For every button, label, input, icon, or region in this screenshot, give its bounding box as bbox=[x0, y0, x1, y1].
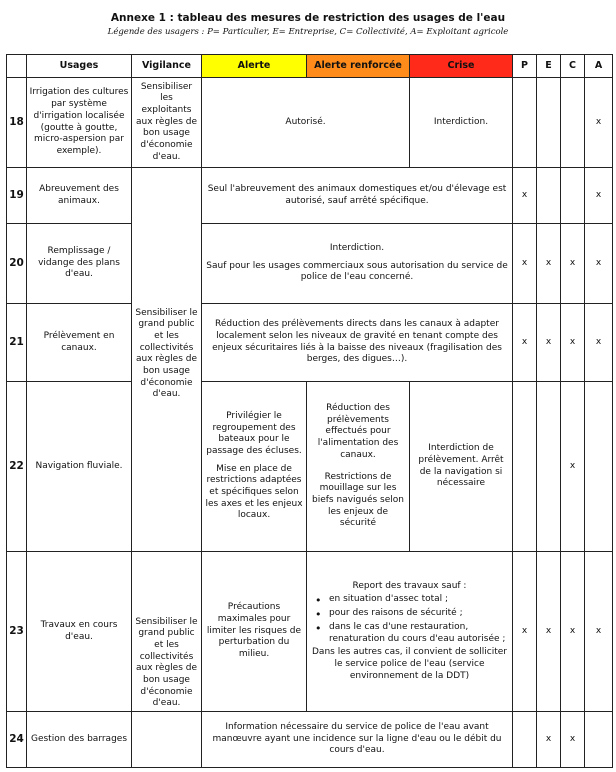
legend-text: Légende des usagers : P= Particulier, E= Entreprise, C= Collectivité, A= Exploitant agricole bbox=[107, 27, 509, 37]
mark-c: x bbox=[561, 224, 585, 304]
other-cases-text: Dans les autres cas, il convient de solliciter le service police de l'eau (service environnement de la DDT) bbox=[312, 647, 507, 681]
header-p: P bbox=[513, 55, 537, 78]
table-row-21 bbox=[7, 304, 613, 382]
vigilance-cell bbox=[132, 224, 202, 304]
alerte-renforcee-cell bbox=[307, 382, 410, 552]
alerte-text-1: Privilégier le regroupement des bateaux pour le passage des écluses. bbox=[206, 410, 302, 456]
table-row-20 bbox=[7, 224, 613, 304]
row-number: 22 bbox=[7, 382, 27, 552]
row-number: 18 bbox=[7, 78, 27, 168]
document-title: Annexe 1 : tableau des mesures de restriction des usages de l'eau bbox=[110, 12, 506, 24]
mark-c: x bbox=[561, 304, 585, 382]
measure-cell: Information nécessaire du service de police de l'eau avant manœuvre ayant une incidence sur la ligne d'eau ou le débit du cours d'eau. bbox=[202, 712, 513, 768]
measure-cell bbox=[202, 224, 513, 304]
report-heading: Report des travaux sauf : bbox=[352, 580, 467, 591]
usage-cell: Gestion des barrages bbox=[27, 712, 132, 768]
mark-e bbox=[537, 78, 561, 168]
header-usages: Usages bbox=[27, 55, 132, 78]
alerte-cell: Autorisé. bbox=[202, 78, 410, 168]
mark-p bbox=[513, 382, 537, 552]
vigilance-cell: Sensibiliser le grand public et les collectivités aux règles de bon usage d'économie d'eau. bbox=[132, 304, 202, 552]
alerte-text-2: Mise en place de restrictions adaptées et spécifiques selon les axes et les enjeux locaux. bbox=[205, 463, 303, 521]
mark-a: x bbox=[585, 78, 613, 168]
mark-p: x bbox=[513, 304, 537, 382]
table-row-18 bbox=[7, 78, 613, 168]
restriction-table bbox=[6, 54, 613, 768]
header-alerte-renforcee: Alerte renforcée bbox=[307, 55, 410, 78]
renforcee-text-2: Restrictions de mouillage sur les biefs navigués selon les enjeux de sécurité bbox=[312, 471, 404, 529]
measure-line-2: Sauf pour les usages commerciaux sous autorisation du service de police de l'eau concerné. bbox=[206, 260, 508, 283]
mark-e: x bbox=[537, 304, 561, 382]
list-item: • dans le cas d'une restauration, renaturation du cours d'eau autorisée ; bbox=[329, 622, 510, 645]
usage-cell: Travaux en cours d'eau. bbox=[27, 552, 132, 712]
mark-e bbox=[537, 168, 561, 224]
row-number: 21 bbox=[7, 304, 27, 382]
alerte-cell: Précautions maximales pour limiter les risques de perturbation du milieu. bbox=[202, 552, 307, 712]
usage-cell: Abreuvement des animaux. bbox=[27, 168, 132, 224]
usage-cell: Remplissage / vidange des plans d'eau. bbox=[27, 224, 132, 304]
mark-e: x bbox=[537, 224, 561, 304]
usage-cell: Navigation fluviale. bbox=[27, 382, 132, 552]
vigilance-cell: Sensibiliser les exploitants aux règles de bon usage d'économie d'eau. bbox=[132, 78, 202, 168]
alerte-cell bbox=[202, 382, 307, 552]
renforcee-crise-cell bbox=[307, 552, 513, 712]
row-number: 24 bbox=[7, 712, 27, 768]
mark-p bbox=[513, 712, 537, 768]
header-c: C bbox=[561, 55, 585, 78]
crise-cell: Interdiction de prélèvement. Arrêt de la navigation si nécessaire bbox=[410, 382, 513, 552]
row-number: 23 bbox=[7, 552, 27, 712]
vigilance-cell bbox=[132, 168, 202, 224]
mark-e: x bbox=[537, 552, 561, 712]
table-row-22 bbox=[7, 382, 613, 552]
crise-cell: Interdiction. bbox=[410, 78, 513, 168]
header-a: A bbox=[585, 55, 613, 78]
measure-cell: Seul l'abreuvement des animaux domestiques et/ou d'élevage est autorisé, sauf arrêté spécifique. bbox=[202, 168, 513, 224]
mark-e: x bbox=[537, 712, 561, 768]
measure-cell: Réduction des prélèvements directs dans les canaux à adapter localement selon les niveaux de gravité en tenant compte des enjeux sécuritaires liés à la baisse des niveaux (fragilisation des berges, des digues…). bbox=[202, 304, 513, 382]
vigilance-cell bbox=[132, 712, 202, 768]
mark-c bbox=[561, 168, 585, 224]
mark-c: x bbox=[561, 382, 585, 552]
list-item: • pour des raisons de sécurité ; bbox=[329, 608, 510, 620]
mark-a: x bbox=[585, 552, 613, 712]
header-empty bbox=[7, 55, 27, 78]
mark-a bbox=[585, 382, 613, 552]
exceptions-list bbox=[329, 594, 510, 645]
mark-e bbox=[537, 382, 561, 552]
header-crise: Crise bbox=[410, 55, 513, 78]
table-row-24 bbox=[7, 712, 613, 768]
header-alerte: Alerte bbox=[202, 55, 307, 78]
list-item: • en situation d'assec total ; bbox=[329, 594, 510, 606]
mark-p: x bbox=[513, 224, 537, 304]
mark-a bbox=[585, 712, 613, 768]
mark-c: x bbox=[561, 712, 585, 768]
usage-cell: Prélèvement en canaux. bbox=[27, 304, 132, 382]
mark-a: x bbox=[585, 224, 613, 304]
usage-cell: Irrigation des cultures par système d'irrigation localisée (goutte à goutte, micro-aspersion par exemple). bbox=[27, 78, 132, 168]
mark-p: x bbox=[513, 168, 537, 224]
vigilance-cell: Sensibiliser le grand public et les collectivités aux règles de bon usage d'économie d'eau. bbox=[132, 552, 202, 712]
renforcee-text-1: Réduction des prélèvements effectués pour l'alimentation des canaux. bbox=[317, 403, 399, 460]
row-number: 19 bbox=[7, 168, 27, 224]
mark-c: x bbox=[561, 552, 585, 712]
header-e: E bbox=[537, 55, 561, 78]
mark-a: x bbox=[585, 168, 613, 224]
row-number: 20 bbox=[7, 224, 27, 304]
table-row-19 bbox=[7, 168, 613, 224]
table-row-23 bbox=[7, 552, 613, 712]
mark-p bbox=[513, 78, 537, 168]
header-vigilance: Vigilance bbox=[132, 55, 202, 78]
measure-line-1: Interdiction. bbox=[329, 242, 385, 253]
mark-a: x bbox=[585, 304, 613, 382]
mark-p: x bbox=[513, 552, 537, 712]
mark-c bbox=[561, 78, 585, 168]
header-row bbox=[7, 55, 613, 78]
